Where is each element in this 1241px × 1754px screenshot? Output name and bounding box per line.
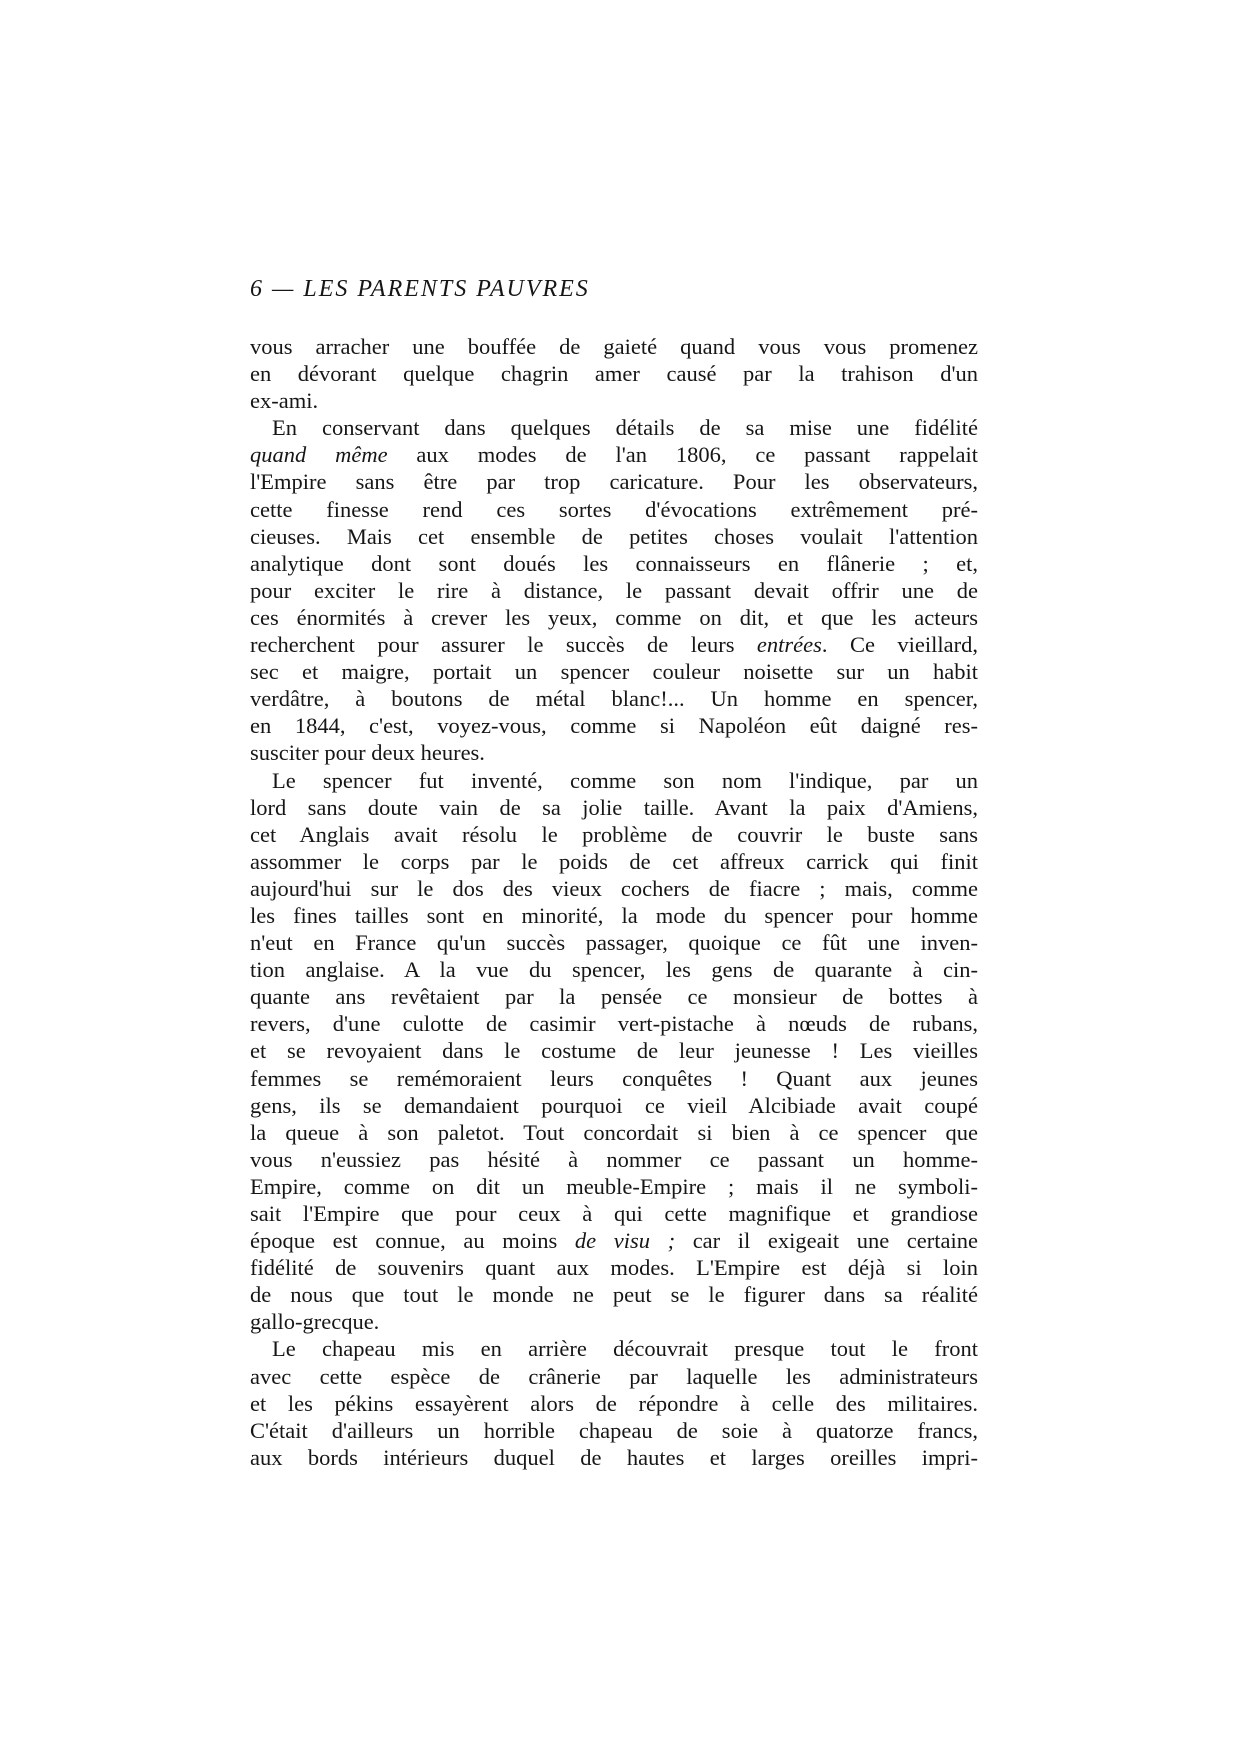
text-segment: ces énormités à crever les yeux, comme on dit, et que les acteurs — [250, 604, 978, 630]
text-segment: susciter pour deux heures. — [250, 740, 485, 766]
text-line — [250, 414, 978, 441]
text-line — [250, 1173, 978, 1200]
header-separator: — — [272, 276, 296, 302]
text-line — [250, 1363, 978, 1390]
text-segment: l'Empire sans être par trop caricature. Pour les observateurs, — [250, 469, 978, 495]
text-line — [250, 1200, 978, 1227]
text-line — [250, 685, 978, 712]
text-segment: vous n'eussiez pas hésité à nommer ce passant un homme- — [250, 1146, 978, 1172]
text-segment: pour exciter le rire à distance, le passant devait offrir une de — [250, 577, 978, 603]
text-segment: revers, d'une culotte de casimir vert-pistache à nœuds de rubans, — [250, 1011, 978, 1037]
running-header — [250, 276, 590, 303]
text-segment: car il exigeait une certaine — [675, 1228, 978, 1254]
text-line — [250, 1444, 978, 1471]
text-line — [250, 902, 978, 929]
text-line — [250, 1227, 978, 1254]
text-segment: sait l'Empire que pour ceux à qui cette magnifique et grandiose — [250, 1201, 978, 1226]
text-line — [250, 821, 978, 848]
text-line — [250, 1037, 978, 1064]
text-segment: fidélité de souvenirs quant aux modes. L'Empire est déjà si loin — [250, 1255, 978, 1281]
text-line — [250, 658, 978, 685]
text-segment: quante ans revêtaient par la pensée ce monsieur de bottes à — [250, 984, 978, 1010]
text-line — [250, 550, 978, 577]
text-segment: Le spencer fut inventé, comme son nom l'indique, par un — [272, 767, 978, 793]
italic-text: de visu ; — [574, 1228, 676, 1254]
text-segment: femmes se remémoraient leurs conquêtes ! Quant aux jeunes — [250, 1065, 978, 1091]
text-segment: cette finesse rend ces sortes d'évocations extrêmement pré- — [250, 496, 978, 522]
text-line — [250, 1092, 978, 1119]
text-segment: lord sans doute vain de sa jolie taille. Avant la paix d'Amiens, — [250, 794, 978, 820]
text-line — [250, 929, 978, 956]
text-line — [250, 333, 978, 360]
text-segment: avec cette espèce de crânerie par laquelle les administrateurs — [250, 1363, 978, 1389]
text-segment: en dévorant quelque chagrin amer causé par la trahison d'un — [250, 361, 978, 387]
text-line — [250, 767, 978, 794]
text-segment: époque est connue, au moins — [250, 1228, 575, 1254]
text-segment: C'était d'ailleurs un horrible chapeau de soie à quatorze francs, — [250, 1417, 978, 1443]
text-segment: les fines tailles sont en minorité, la mode du spencer pour homme — [250, 902, 978, 928]
text-segment: et les pékins essayèrent alors de répondre à celle des militaires. — [250, 1390, 978, 1416]
text-line — [250, 523, 978, 550]
text-segment: . Ce vieillard, — [821, 632, 978, 658]
text-segment: n'eut en France qu'un succès passager, quoique ce fût une inven- — [250, 930, 978, 956]
text-segment: de nous que tout le monde ne peut se le figurer dans sa réalité — [250, 1282, 978, 1308]
italic-text: entrées — [756, 632, 822, 658]
text-line — [250, 1390, 978, 1417]
text-segment: et se revoyaient dans le costume de leur jeunesse ! Les vieilles — [250, 1038, 978, 1064]
text-segment: en 1844, c'est, voyez-vous, comme si Napoléon eût daigné res- — [250, 713, 978, 739]
text-segment: gens, ils se demandaient pourquoi ce vieil Alcibiade avait coupé — [250, 1092, 978, 1118]
text-line — [250, 1065, 978, 1092]
italic-text: quand même — [250, 442, 388, 468]
running-title: LES PARENTS PAUVRES — [303, 276, 590, 302]
text-segment: ex-ami. — [250, 388, 319, 414]
text-segment: recherchent pour assurer le succès de leurs — [250, 632, 757, 658]
text-segment: cieuses. Mais cet ensemble de petites choses voulait l'attention — [250, 523, 978, 549]
text-line — [250, 496, 978, 523]
text-line — [250, 387, 978, 414]
text-line — [250, 1281, 978, 1308]
text-segment: aux modes de l'an 1806, ce passant rappelait — [387, 442, 978, 468]
text-line — [250, 1308, 978, 1335]
text-line — [250, 983, 978, 1010]
text-segment: tion anglaise. A la vue du spencer, les gens de quarante à cin- — [250, 957, 978, 983]
text-segment: aujourd'hui sur le dos des vieux cochers de fiacre ; mais, comme — [250, 875, 978, 901]
text-segment: sec et maigre, portait un spencer couleur noisette sur un habit — [250, 659, 978, 685]
text-line — [250, 577, 978, 604]
text-segment: verdâtre, à boutons de métal blanc!... Un homme en spencer, — [250, 686, 978, 712]
text-line — [250, 631, 978, 658]
text-line — [250, 1254, 978, 1281]
text-line — [250, 360, 978, 387]
text-segment: la queue à son paletot. Tout concordait si bien à ce spencer que — [250, 1119, 978, 1145]
text-segment: assommer le corps par le poids de cet affreux carrick qui finit — [250, 848, 978, 874]
text-line — [250, 848, 978, 875]
text-segment: Le chapeau mis en arrière découvrait presque tout le front — [272, 1336, 978, 1362]
text-segment: gallo-grecque. — [250, 1309, 380, 1335]
text-line — [250, 468, 978, 495]
text-segment: analytique dont sont doués les connaisseurs en flânerie ; et, — [250, 550, 978, 576]
text-line — [250, 712, 978, 739]
text-line — [250, 604, 978, 631]
text-line — [250, 1417, 978, 1444]
text-line — [250, 739, 978, 766]
text-segment: cet Anglais avait résolu le problème de couvrir le buste sans — [250, 821, 978, 847]
text-line — [250, 1119, 978, 1146]
text-segment: aux bords intérieurs duquel de hautes et larges oreilles impri- — [250, 1444, 978, 1470]
text-line — [250, 1335, 978, 1362]
text-segment: Empire, comme on dit un meuble-Empire ; mais il ne symboli- — [250, 1173, 978, 1199]
text-line — [250, 441, 978, 468]
text-line — [250, 1146, 978, 1173]
text-line — [250, 875, 978, 902]
text-segment: vous arracher une bouffée de gaieté quand vous vous promenez — [250, 334, 978, 359]
text-line — [250, 1010, 978, 1037]
text-line — [250, 956, 978, 983]
body-text — [250, 333, 978, 1471]
text-segment: En conservant dans quelques détails de sa mise une fidélité — [272, 415, 978, 441]
page-number: 6 — [250, 276, 264, 302]
text-line — [250, 794, 978, 821]
